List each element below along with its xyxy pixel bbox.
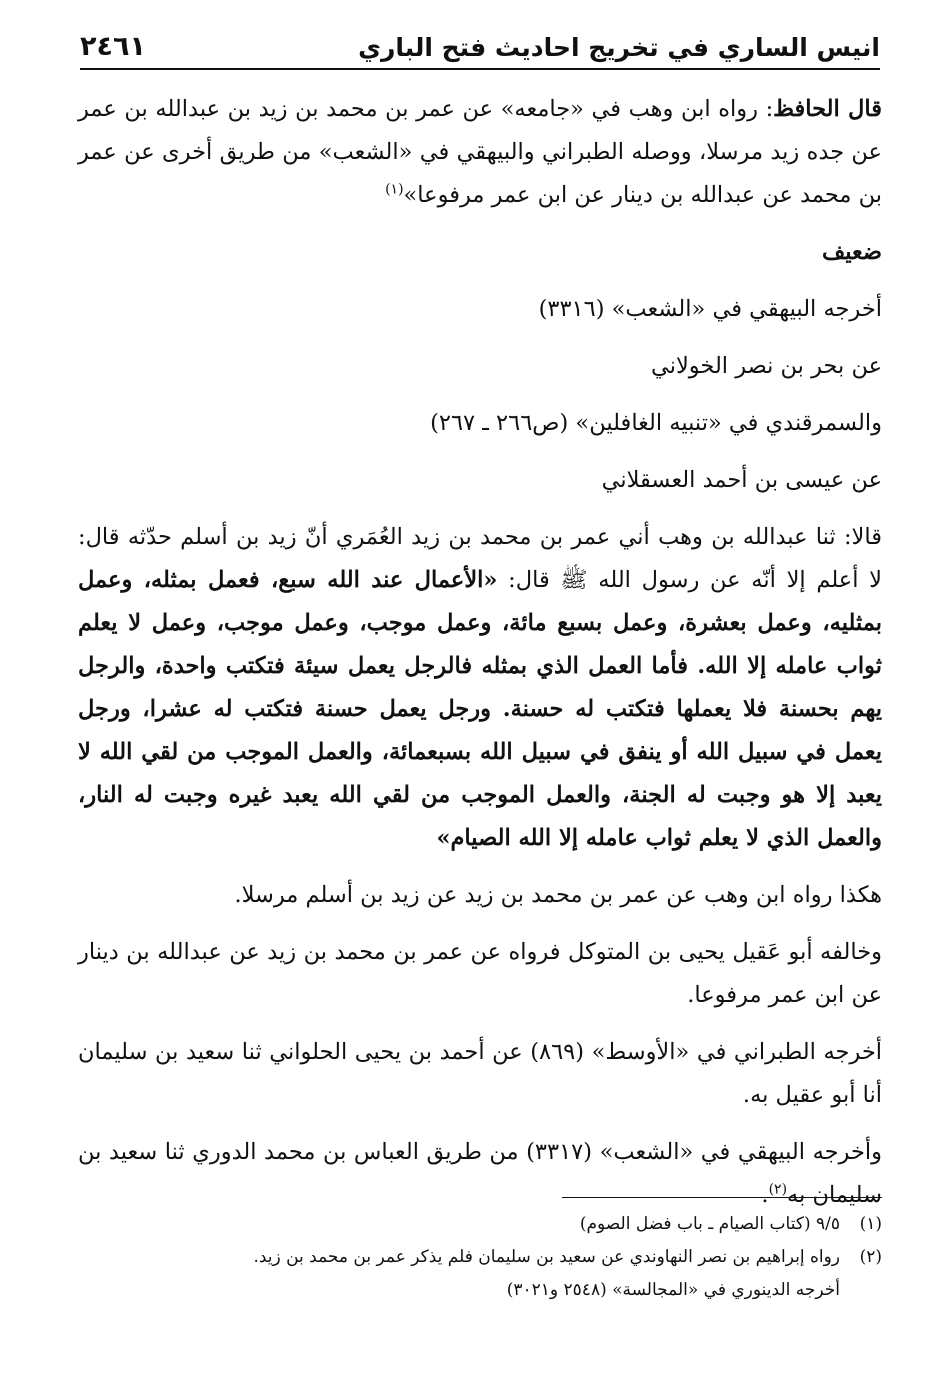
- paragraph-6: [78, 1131, 882, 1217]
- paragraph-6-end: .: [761, 1182, 769, 1208]
- paragraph-6-text: وأخرجه البيهقي في «الشعب» (٣٣١٧) من طريق العباس بن محمد الدوري ثنا سعيد بن سليمان به: [78, 1139, 882, 1208]
- footnote-2: [78, 1241, 882, 1274]
- footnote-divider: [562, 1197, 882, 1198]
- footnote-number: (٢): [859, 1247, 882, 1267]
- hadith-intro: قالا: ثنا عبدالله بن وهب أني عمر بن محمد بن زيد العُمَري أنّ زيد بن أسلم حدّثه قال: لا أعلم إلا أنّه عن رسول الله ﷺ قال:: [78, 524, 882, 593]
- paragraph-3: هكذا رواه ابن وهب عن عمر بن محمد بن زيد عن زيد بن أسلم مرسلا.: [234, 882, 882, 908]
- footnotes: [78, 1208, 882, 1307]
- footnote-text: ٩/٥ (كتاب الصيام ـ باب فضل الصوم): [579, 1214, 840, 1234]
- footnote-number: (١): [859, 1214, 882, 1234]
- page-number: ٢٤٦١: [80, 31, 146, 62]
- footnote-text: أخرجه الدينوري في «المجالسة» (٢٥٤٨ و٣٠٢١): [506, 1280, 840, 1300]
- hadith-text: «الأعمال عند الله سبع، فعمل بمثله، وعمل بمثليه، وعمل بعشرة، وعمل بسبع مائة، وعمل موجب، وعمل موجب، وعمل لا يعلم ثواب عامله إلا الله. فأما العمل الذي بمثله فالرجل يعمل سيئة فتكتب واحدة، والرجل يهم بحسنة فلا يعملها فتكتب له حسنة. ورجل يعمل حسنة فتكتب له عشرا، ورجل يعمل في سبيل الله أو ينفق في سبيل الله بسبعمائة، والعمل الموجب من لقي الله لا يعبد إلا هو وجبت له الجنة، والعمل الموجب من لقي الله يعبد غيره وجبت له النار، والعمل الذي لا يعلم ثواب عامله إلا الله الصيام»: [78, 567, 882, 851]
- footnote-1: [78, 1208, 882, 1241]
- source-line-3: والسمرقندي في «تنبيه الغافلين» (ص٢٦٦ ـ ٢٦٧): [430, 410, 882, 436]
- source-line-1: أخرجه البيهقي في «الشعب» (٣٣١٦): [538, 296, 882, 322]
- footnote-2-continued: [78, 1274, 882, 1307]
- running-title: انيس الساري في تخريج احاديث فتح الباري: [358, 33, 880, 62]
- paragraph-5: أخرجه الطبراني في «الأوسط» (٨٦٩) عن أحمد بن يحيى الحلواني ثنا سعيد بن سليمان أنا أبو عقيل به.: [78, 1039, 883, 1108]
- hafiz-text: : رواه ابن وهب في «جامعه» عن عمر بن محمد بن زيد بن عبدالله بن عمر عن جده زيد مرسلا، ووصله الطبراني والبيهقي في «الشعب» من طريق أخرى عن عمر بن محمد عن عبدالله بن دينار عن ابن عمر مرفوعا»: [78, 96, 882, 208]
- page-header: [80, 22, 880, 70]
- footnote-text: رواه إبراهيم بن نصر النهاوندي عن سعيد بن سليمان فلم يذكر عمر بن محمد بن زيد.: [253, 1247, 840, 1267]
- main-text: [78, 88, 882, 1231]
- source-line-4: عن عيسى بن أحمد العسقلاني: [601, 467, 882, 493]
- footnote-ref-2[interactable]: (٢): [768, 1181, 788, 1198]
- paragraph-4: وخالفه أبو عَقيل يحيى بن المتوكل فرواه عن عمر بن محمد بن زيد عن عبدالله بن دينار عن ابن عمر مرفوعا.: [78, 939, 882, 1008]
- paragraph-hafiz: [78, 88, 882, 217]
- footnote-ref-1[interactable]: (١): [385, 181, 404, 198]
- source-line-2: عن بحر بن نصر الخولاني: [650, 353, 882, 379]
- grade-label: ضعيف: [821, 239, 882, 265]
- hafiz-label: قال الحافظ: [773, 96, 882, 122]
- paragraph-hadith: [78, 516, 882, 860]
